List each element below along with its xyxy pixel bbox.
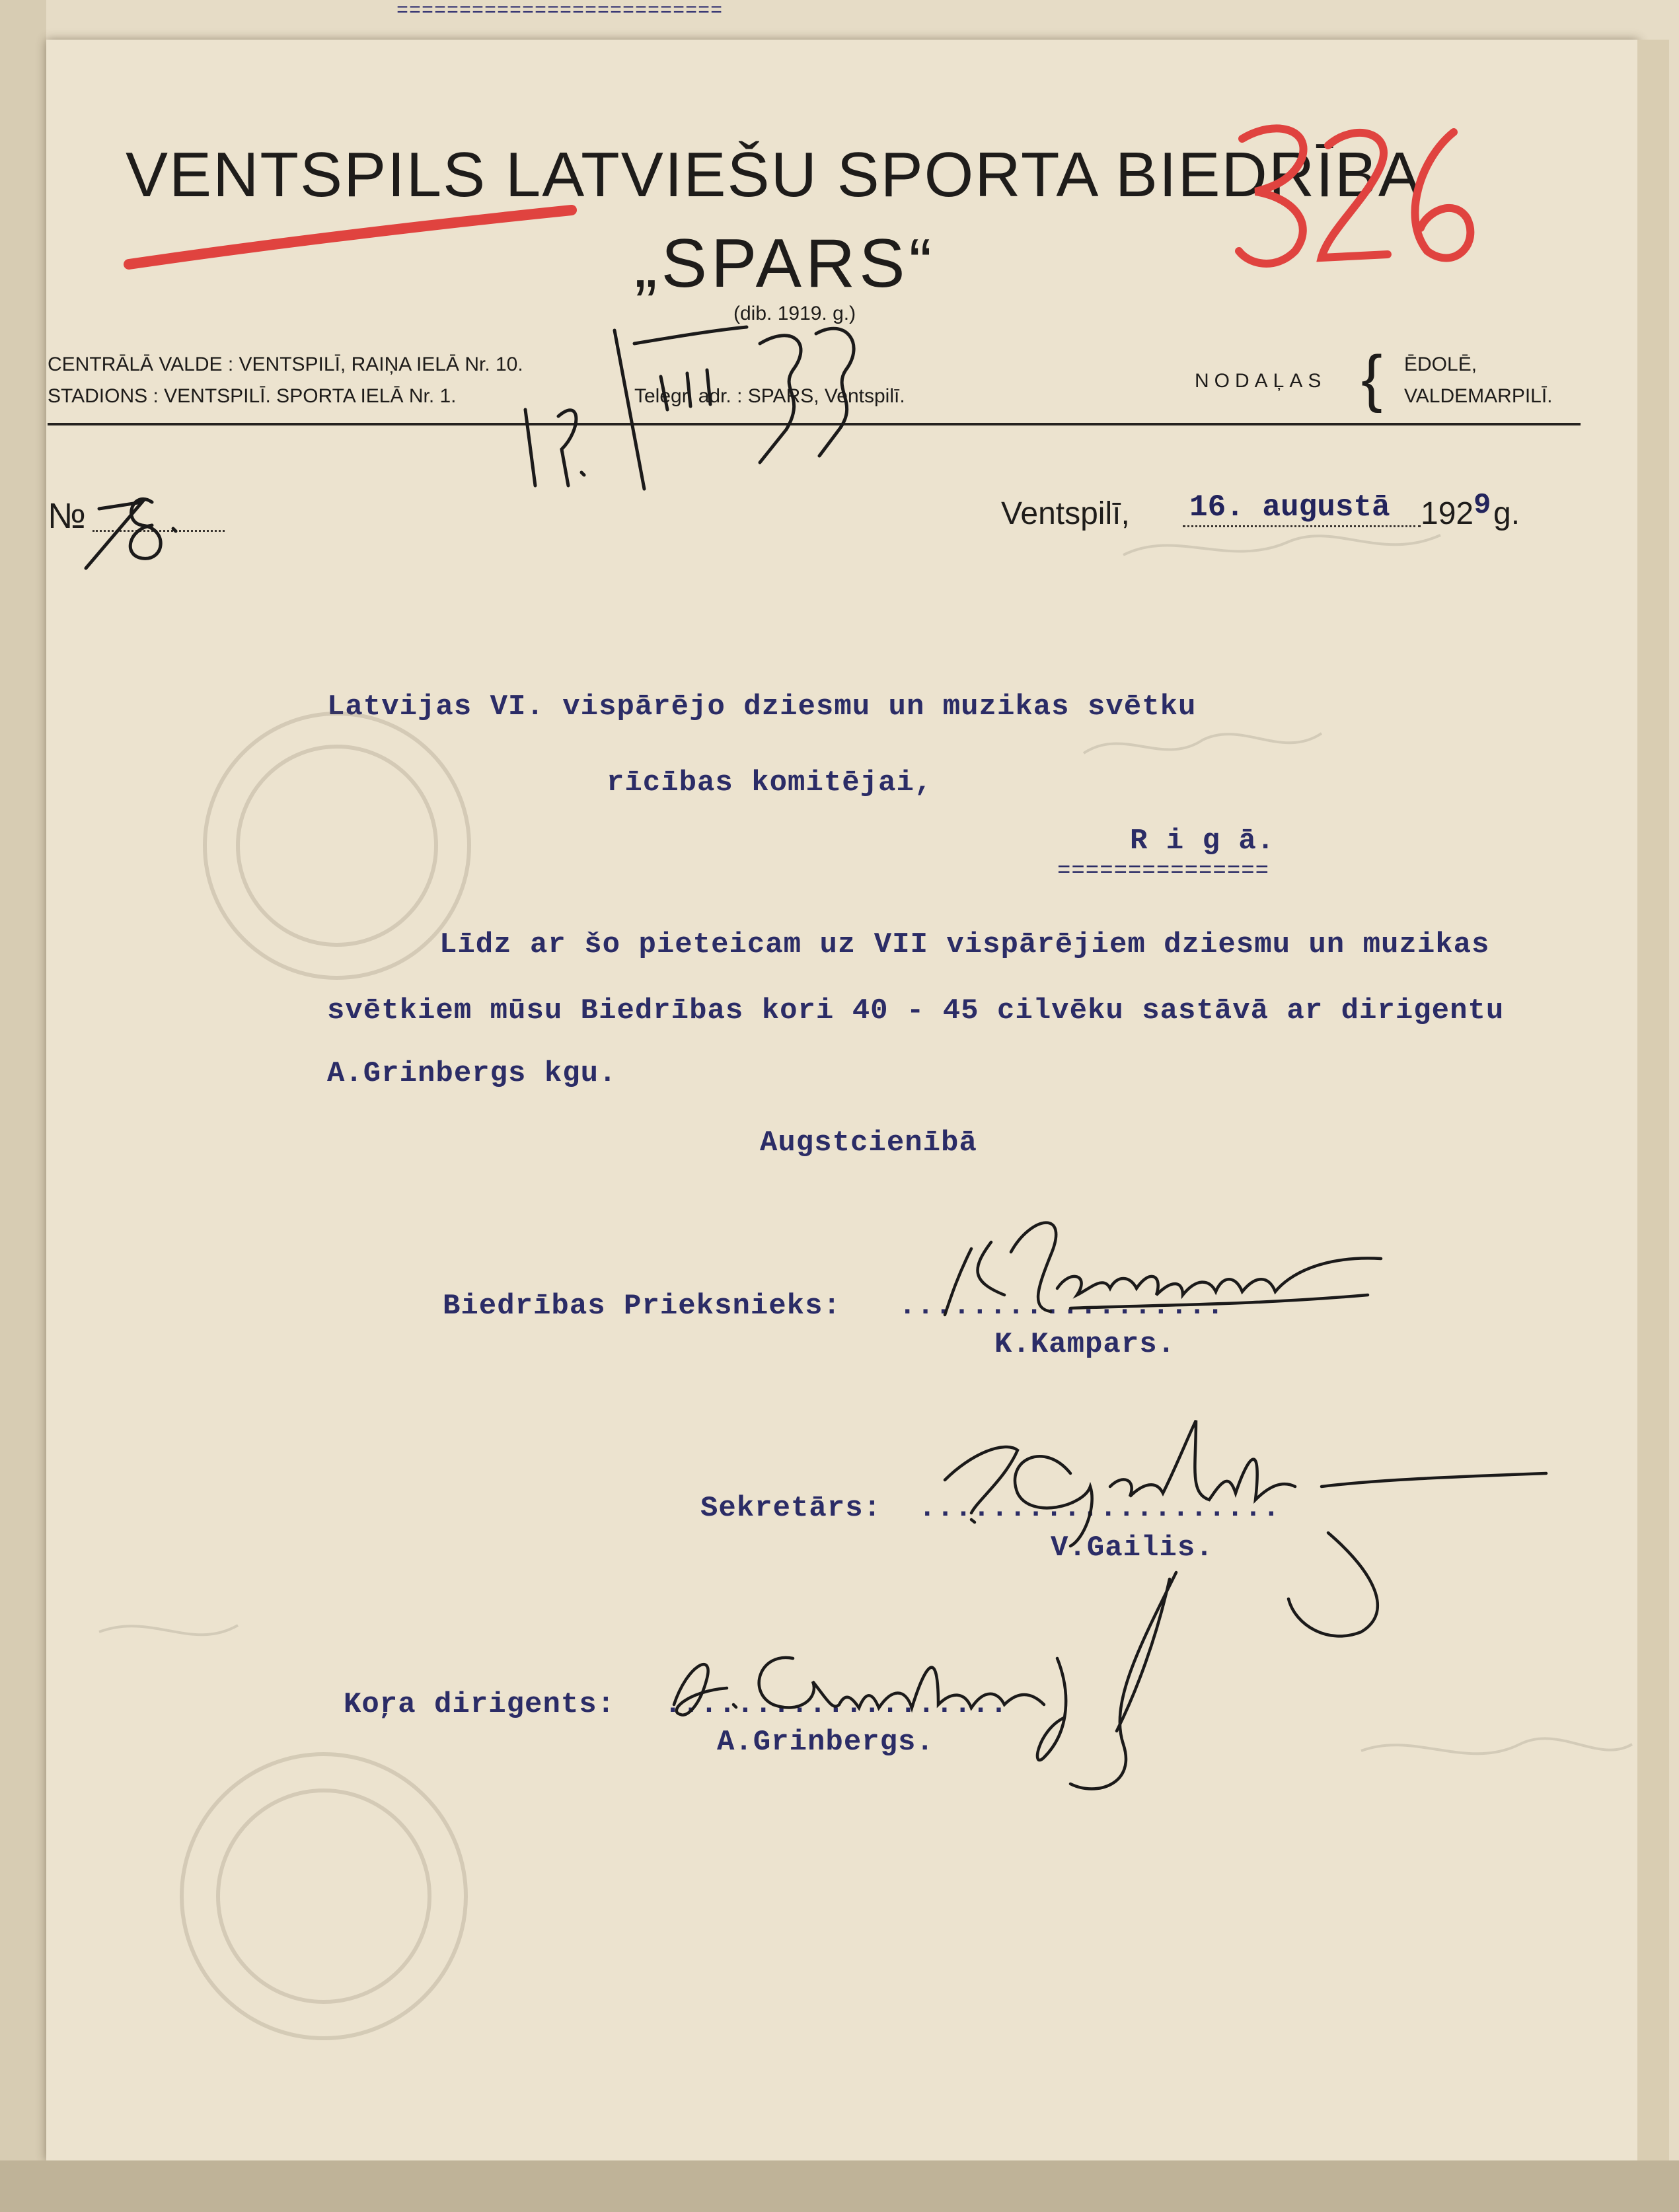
branches-label: NODAĻAS [1195,370,1327,392]
recipient-underline: =============== [1057,859,1270,884]
signature-name-chairman: K.Kampars. [994,1328,1176,1361]
signature-role-secretary: Sekretārs: [700,1492,882,1525]
dateline-date: 16. augustā [1189,490,1390,525]
year-prefix: 192 [1421,496,1474,531]
signature-role-chairman: Biedrības Prieksnieks: [443,1290,841,1323]
year-digit: 9 [1474,489,1491,522]
body-line-1: Līdz ar šo pieteicam uz VII vispārējiem dziesmu un muzikas [439,928,1490,961]
received-date-handwritten [525,327,854,489]
bleed-through-marks [99,535,1632,1753]
body-line-2: svētkiem mūsu Biedrības kori 40 - 45 cilvēku sastāvā ar dirigentu [327,994,1505,1027]
address-stadium: STADIONS : VENTSPILĪ. SPORTA IELĀ Nr. 1. [48,385,457,407]
organization-short-name: „SPARS“ [634,225,936,302]
signature-kampars [945,1223,1381,1315]
signature-grinbergs [674,1572,1176,1789]
signature-dots-secretary: .................... [918,1492,1281,1525]
dateline-place: Ventspilī, [1001,496,1130,531]
branch-valdemarpils: VALDEMARPILĪ. [1404,385,1553,407]
founded-note: (dib. 1919. g.) [733,303,856,324]
signature-name-conductor: A.Grinbergs. [717,1726,934,1759]
brace-symbol: { [1361,343,1383,414]
branch-edole: ĒDOLĒ, [1404,353,1477,375]
recipient-line-2: rīcības komitējai, [607,766,933,799]
signature-dots-chairman: .................. [899,1290,1225,1323]
number-label: № [48,496,86,536]
closing: Augstcienībā [760,1126,977,1160]
number-78-handwritten [86,499,176,568]
red-number-326 [1239,128,1470,264]
signature-gailis [945,1420,1546,1731]
seal-impression-faint [182,714,469,2038]
recipient-line-1: Latvijas VI. vispārējo dziesmu un muzikas svētku [327,690,1197,723]
signature-role-conductor: Koŗa dirigents: [344,1688,616,1721]
red-pencil-stroke [129,210,572,264]
telegram-address: Telegr. adr. : SPARS, Ventspilī. [634,385,905,407]
signature-dots-conductor: ................... [664,1688,1008,1721]
organization-name: VENTSPILS LATVIEŠU SPORTA BIEDRĪBA [126,139,1422,210]
body-line-3: A.Grinbergs kgu. [327,1057,617,1090]
signature-name-secretary: V.Gailis. [1051,1531,1214,1565]
underlying-page-underline: ========================== [396,0,724,20]
address-central-board: CENTRĀLĀ VALDE : VENTSPILĪ, RAIŅA IELĀ Nr. 10. [48,353,523,375]
recipient-city: R i g ā. [1130,825,1275,858]
year-suffix: g. [1493,496,1520,531]
